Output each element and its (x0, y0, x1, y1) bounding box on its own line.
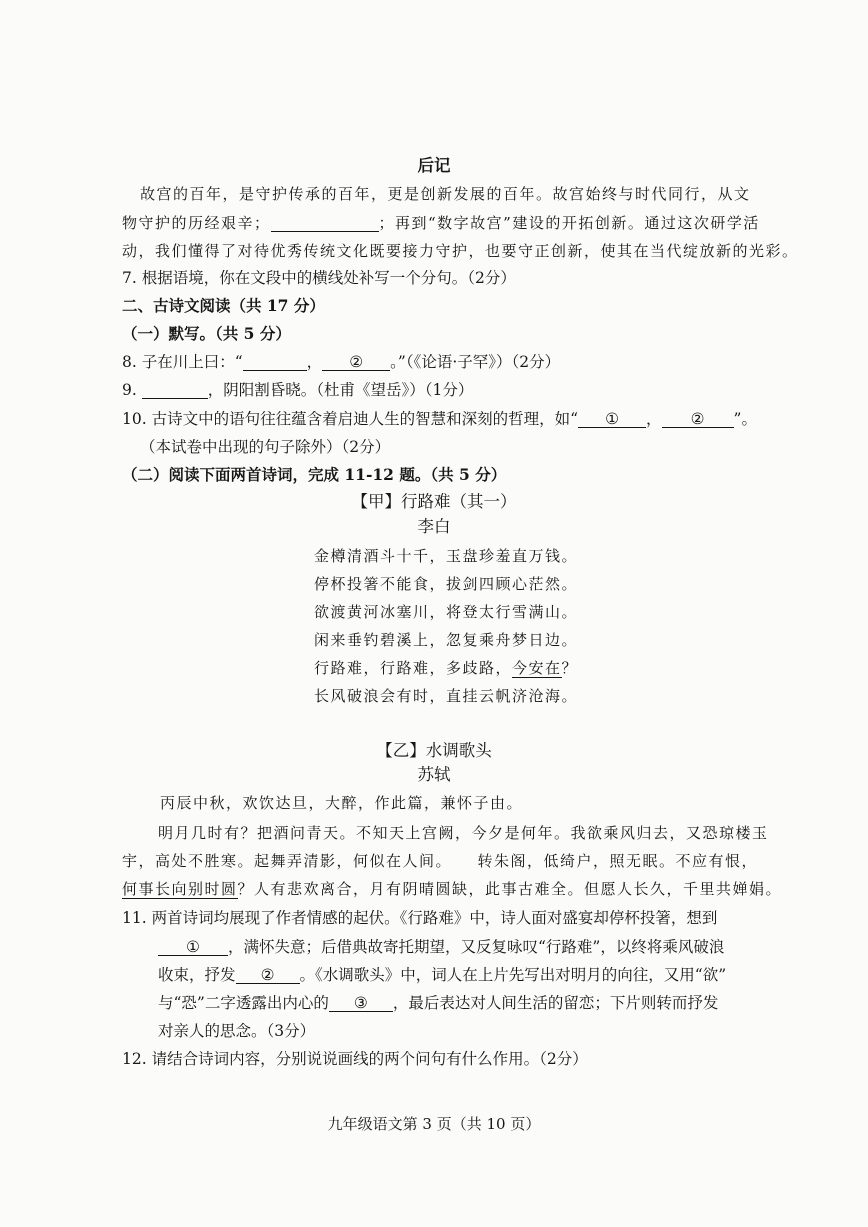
question-11-line-2 (158, 937, 724, 957)
poem-2-author: 苏轼 (417, 765, 451, 784)
question-9-blank[interactable] (142, 382, 208, 399)
page-footer: 九年级语文第 3 页（共 10 页） (327, 1115, 541, 1133)
question-11-blank-3[interactable]: ③ (329, 995, 393, 1012)
question-8-suffix: 。”（《论语·子罕》）（2分） (390, 353, 561, 371)
question-12: 12. 请结合诗词内容，分别说说画线的两个问句有什么作用。（2分） (122, 1050, 588, 1068)
question-9 (122, 380, 473, 400)
question-10-note: （本试卷中出现的句子除外）（2分） (140, 438, 391, 456)
afterword-line-2-start: 物守护的历经艰辛； (122, 214, 271, 232)
poem-1-author: 李白 (417, 517, 451, 536)
poem-2-title: 【乙】水调歌头 (376, 741, 492, 760)
afterword-line-2 (122, 213, 760, 233)
question-10-blank-2[interactable]: ② (662, 411, 734, 428)
question-10-blank-1[interactable]: ① (578, 411, 646, 428)
question-11-blank-1[interactable]: ① (158, 939, 228, 956)
question-9-prefix: 9. (122, 381, 137, 399)
poem-2-preface: 丙辰中秋，欢饮达旦，大醉，作此篇，兼怀子由。 (160, 794, 524, 812)
afterword-answer-blank[interactable] (271, 215, 379, 232)
poem-2-underlined-question: 何事长向别时圆 (122, 880, 238, 898)
poem-2-line-3-end: ？人有悲欢离合，月有阴晴圆缺，此事古难全。但愿人长久，千里共婵娟。 (237, 880, 783, 898)
poem-1-line-6: 长风破浪会有时，直挂云帆济沧海。 (314, 687, 579, 705)
poem-1-title: 【甲】行路难（其一） (351, 492, 517, 511)
section-2-part-1: （一）默写。（共 5 分） (122, 324, 291, 343)
poem-1-line-2: 停杯投箸不能食，拔剑四顾心茫然。 (314, 575, 579, 593)
question-8-comma: ， (306, 353, 323, 371)
question-11-line-4 (158, 993, 718, 1013)
poem-1-line-5 (314, 658, 578, 678)
afterword-line-1: 故宫的百年，是守护传承的百年，更是创新发展的百年。故宫始终与时代同行，从文 (140, 185, 751, 203)
question-11-line-3-end: 。《水调歌头》中，词人在上片先写出对明月的向往，又用“欲” (299, 966, 727, 984)
question-11-line-4-end: ，最后表达对人间生活的留恋；下片则转而抒发 (392, 994, 719, 1012)
poem-2-line-2: 宇，高处不胜寒。起舞弄清影，何似在人间。 转朱阁，低绮户，照无眠。不应有恨， (122, 852, 759, 870)
afterword-line-2-end: ；再到“数字故宫”建设的开拓创新。通过这次研学活 (378, 214, 760, 232)
poem-2-line-3 (122, 879, 782, 899)
poem-1-line-5-end: ？ (561, 659, 579, 677)
poem-2-line-1: 明月几时有？把酒问青天。不知天上宫阙，今夕是何年。我欲乘风归去，又恐琼楼玉 (158, 824, 769, 842)
poem-1-line-3: 欲渡黄河冰塞川，将登太行雪满山。 (314, 603, 579, 621)
question-11-line-5: 对亲人的思念。（3分） (158, 1022, 316, 1040)
question-11-line-2-text: ，满怀失意；后借典故寄托期望，又反复咏叹“行路难”，以终将乘风破浪 (228, 938, 725, 956)
section-2-heading: 二、古诗文阅读（共 17 分） (122, 296, 325, 315)
question-11-line-4-start: 与“恐”二字透露出内心的 (158, 994, 329, 1012)
section-2-part-2: （二）阅读下面两首诗词，完成 11-12 题。（共 5 分） (122, 465, 507, 484)
question-10 (122, 409, 757, 429)
afterword-title: 后记 (417, 156, 451, 175)
afterword-line-3: 动，我们懂得了对待优秀传统文化既要接力守护，也要守正创新，使其在当代绽放新的光彩。 (122, 242, 799, 260)
question-11-line-3 (158, 965, 726, 985)
question-8-blank-2[interactable]: ② (322, 354, 390, 371)
question-11-line-3-start: 收束，抒发 (158, 966, 236, 984)
question-10-prefix: 10. 古诗文中的语句往往蕴含着启迪人生的智慧和深刻的哲理，如“ (122, 410, 579, 428)
question-11-line-1: 11. 两首诗词均展现了作者情感的起伏。《行路难》中，诗人面对盛宴却停杯投箸，想到 (122, 909, 718, 927)
poem-1-line-4: 闲来垂钓碧溪上，忽复乘舟梦日边。 (314, 631, 579, 649)
question-8 (122, 352, 560, 372)
question-8-prefix: 8. 子在川上曰：“ (122, 353, 243, 371)
poem-1-underlined-question: 今安在 (512, 659, 562, 677)
question-9-suffix: ，阴阳割昏晓。（杜甫《望岳》）（1分） (207, 381, 474, 399)
poem-1-line-5-start: 行路难，行路难，多歧路， (314, 659, 513, 677)
question-11-blank-2[interactable]: ② (236, 967, 300, 984)
question-10-suffix: ”。 (733, 410, 757, 428)
poem-1-line-1: 金樽清酒斗十千，玉盘珍羞直万钱。 (314, 547, 579, 565)
question-8-blank-1[interactable] (243, 354, 307, 371)
question-7: 7. 根据语境，你在文段中的横线处补写一个分句。（2分） (122, 269, 516, 287)
question-10-comma: ， (646, 410, 662, 428)
